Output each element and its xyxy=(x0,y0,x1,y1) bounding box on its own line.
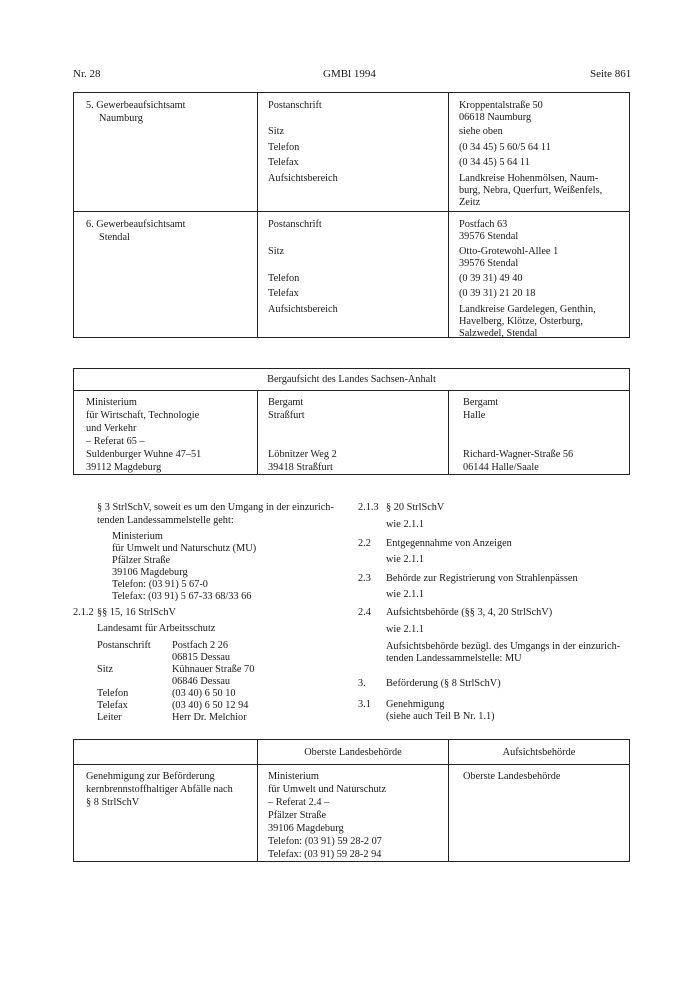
office-line: 5. Gewerbeaufsichtsamt xyxy=(86,100,186,111)
contact-value: Kühnauer Straße 70 xyxy=(172,664,255,675)
table-row xyxy=(74,93,630,212)
section-number: 2.2 xyxy=(358,538,371,549)
field-value: Postfach 63 xyxy=(459,219,508,230)
contact-value: 06815 Dessau xyxy=(172,652,231,663)
subject-cell xyxy=(74,765,257,809)
office-line: Naumburg xyxy=(99,113,143,124)
office-cell xyxy=(74,93,257,125)
cell-line: Ministerium xyxy=(268,771,319,782)
cell-line: § 8 StrlSchV xyxy=(86,797,140,808)
address-line: Ministerium xyxy=(112,531,163,542)
field-value: 39576 Stendal xyxy=(459,258,519,269)
section-text: Genehmigung xyxy=(386,699,445,710)
section-text: wie 2.1.1 xyxy=(386,554,425,565)
header-cell-empty xyxy=(74,740,258,765)
contact-value: Herr Dr. Melchior xyxy=(172,712,247,723)
address-line: Telefax: (03 91) 5 67-33 68/33 66 xyxy=(112,591,252,602)
contact-label: Telefon xyxy=(97,688,129,699)
address-line: 06144 Halle/Saale xyxy=(463,462,539,473)
contact-label: Telefax xyxy=(97,700,128,711)
section-text: Aufsichtsbehörde (§§ 3, 4, 20 StrlSchV) xyxy=(386,607,553,618)
field-value: Otto-Grotewohl-Allee 1 xyxy=(459,246,559,257)
labels-cell xyxy=(258,93,448,211)
aufsicht-cell xyxy=(449,765,629,783)
address-line: Halle xyxy=(463,410,486,421)
cell-line: Genehmigung zur Beförderung xyxy=(86,771,215,782)
journal-title: GMBl 1994 xyxy=(323,68,376,80)
field-value: Zeitz xyxy=(459,197,481,208)
section-text: (siehe auch Teil B Nr. 1.1) xyxy=(386,711,495,722)
field-label: Aufsichtsbereich xyxy=(268,304,338,315)
ministerium-cell xyxy=(74,391,257,474)
bergaufsicht-table xyxy=(73,368,630,475)
address-line: Pfälzer Straße xyxy=(112,555,171,566)
section-number: 2.1.3 xyxy=(358,502,379,513)
cell-line: kernbrennstoffhaltiger Abfälle nach xyxy=(86,784,233,795)
section-text: wie 2.1.1 xyxy=(386,589,425,600)
field-value: Havelberg, Klötze, Osterburg, xyxy=(459,316,584,327)
address-line: 39112 Magdeburg xyxy=(86,462,162,473)
section-text: Beförderung (§ 8 StrlSchV) xyxy=(386,678,501,689)
field-label: Postanschrift xyxy=(268,100,322,111)
section-number: 2.4 xyxy=(358,607,371,618)
field-label: Postanschrift xyxy=(268,219,322,230)
section-text: wie 2.1.1 xyxy=(386,519,425,530)
cell-line: 39106 Magdeburg xyxy=(268,823,344,834)
cell-line: Telefon: (03 91) 59 28-2 07 xyxy=(268,836,382,847)
ministerium-cell xyxy=(258,765,448,861)
section-number: 2.1.2 xyxy=(73,607,94,618)
address-line: Löbnitzer Weg 2 xyxy=(268,449,337,460)
field-label: Telefax xyxy=(268,288,299,299)
address-line: Ministerium xyxy=(86,397,137,408)
page-number-left: Nr. 28 xyxy=(73,68,101,80)
address-line: Suldenburger Wuhne 47–51 xyxy=(86,449,202,460)
field-value: burg, Nebra, Querfurt, Weißenfels, xyxy=(459,185,603,196)
field-value: (0 39 31) 21 20 18 xyxy=(459,288,536,299)
field-value: (0 34 45) 5 60/5 64 11 xyxy=(459,142,551,153)
field-value: 39576 Stendal xyxy=(459,231,519,242)
page-number-right: Seite 861 xyxy=(590,68,632,80)
field-value: (0 39 31) 49 40 xyxy=(459,273,523,284)
cell-line: – Referat 2.4 – xyxy=(268,797,330,808)
section-number: 3. xyxy=(358,678,366,689)
values-cell xyxy=(449,212,629,337)
header-cell: Aufsichtsbehörde xyxy=(449,740,630,765)
address-line: 39418 Straßfurt xyxy=(268,462,333,473)
bergamt-halle-cell xyxy=(449,391,629,473)
field-label: Sitz xyxy=(268,246,285,257)
address-line: für Umwelt und Naturschutz (MU) xyxy=(112,543,257,554)
address-line: Telefon: (03 91) 5 67-0 xyxy=(112,579,208,590)
section-number: 2.3 xyxy=(358,573,371,584)
section-text: tenden Landessammelstelle: MU xyxy=(386,653,522,664)
cell-line: Oberste Landesbehörde xyxy=(463,771,561,782)
address-line: und Verkehr xyxy=(86,423,137,434)
office-line: Stendal xyxy=(99,232,130,243)
section-text: Entgegennahme von Anzeigen xyxy=(386,538,512,549)
contact-label: Sitz xyxy=(97,664,114,675)
field-value: siehe oben xyxy=(459,126,503,137)
office-cell xyxy=(74,212,257,244)
section-text: wie 2.1.1 xyxy=(386,624,425,635)
paragraph-line: § 3 StrlSchV, soweit es um den Umgang in der einzurich- xyxy=(97,502,334,513)
contact-value: Postfach 2 26 xyxy=(172,640,229,651)
labels-cell xyxy=(258,212,448,337)
address-line: Richard-Wagner-Straße 56 xyxy=(463,449,574,460)
field-value: 06618 Naumburg xyxy=(459,112,532,123)
field-label: Sitz xyxy=(268,126,285,137)
contact-value: (03 40) 6 50 12 94 xyxy=(172,700,249,711)
section-subtitle: Landesamt für Arbeitsschutz xyxy=(97,623,216,634)
cell-line: Telefax: (03 91) 59 28-2 94 xyxy=(268,849,382,860)
contact-label: Postanschrift xyxy=(97,640,151,651)
section-number: 3.1 xyxy=(358,699,371,710)
field-value: Landkreise Hohenmölsen, Naum- xyxy=(459,173,599,184)
field-value: Salzwedel, Stendal xyxy=(459,328,538,339)
section-title: §§ 15, 16 StrlSchV xyxy=(97,607,176,618)
paragraph-line: tenden Landessammelstelle geht: xyxy=(97,515,234,526)
section-text: § 20 StrlSchV xyxy=(386,502,445,513)
field-label: Aufsichtsbereich xyxy=(268,173,338,184)
table-row xyxy=(74,212,630,338)
office-line: 6. Gewerbeaufsichtsamt xyxy=(86,219,186,230)
address-line: 39106 Magdeburg xyxy=(112,567,188,578)
field-value: Landkreise Gardelegen, Genthin, xyxy=(459,304,596,315)
cell-line: Pfälzer Straße xyxy=(268,810,327,821)
contact-value: 06846 Dessau xyxy=(172,676,231,687)
cell-line: für Umwelt und Naturschutz xyxy=(268,784,387,795)
contact-value: (03 40) 6 50 10 xyxy=(172,688,236,699)
address-line: – Referat 65 – xyxy=(86,436,145,447)
contact-label: Leiter xyxy=(97,712,122,723)
section-text: Aufsichtsbehörde bezügl. des Umgangs in der einzurich- xyxy=(386,641,621,652)
befoerderung-table xyxy=(73,739,630,862)
header-cell: Oberste Landesbehörde xyxy=(258,740,449,765)
field-value: (0 34 45) 5 64 11 xyxy=(459,157,530,168)
field-label: Telefon xyxy=(268,273,300,284)
field-label: Telefon xyxy=(268,142,300,153)
bergamt-strassfurt-cell xyxy=(258,391,448,473)
values-cell xyxy=(449,93,629,211)
bergaufsicht-title: Bergaufsicht des Landes Sachsen-Anhalt xyxy=(74,369,630,391)
section-text: Behörde zur Registrierung von Strahlenpässen xyxy=(386,573,578,584)
address-line: für Wirtschaft, Technologie xyxy=(86,410,200,421)
gewerbeaufsicht-table xyxy=(73,92,630,338)
address-line: Straßfurt xyxy=(268,410,305,421)
field-label: Telefax xyxy=(268,157,299,168)
field-value: Kroppentalstraße 50 xyxy=(459,100,543,111)
address-line: Bergamt xyxy=(268,397,304,408)
address-line: Bergamt xyxy=(463,397,499,408)
